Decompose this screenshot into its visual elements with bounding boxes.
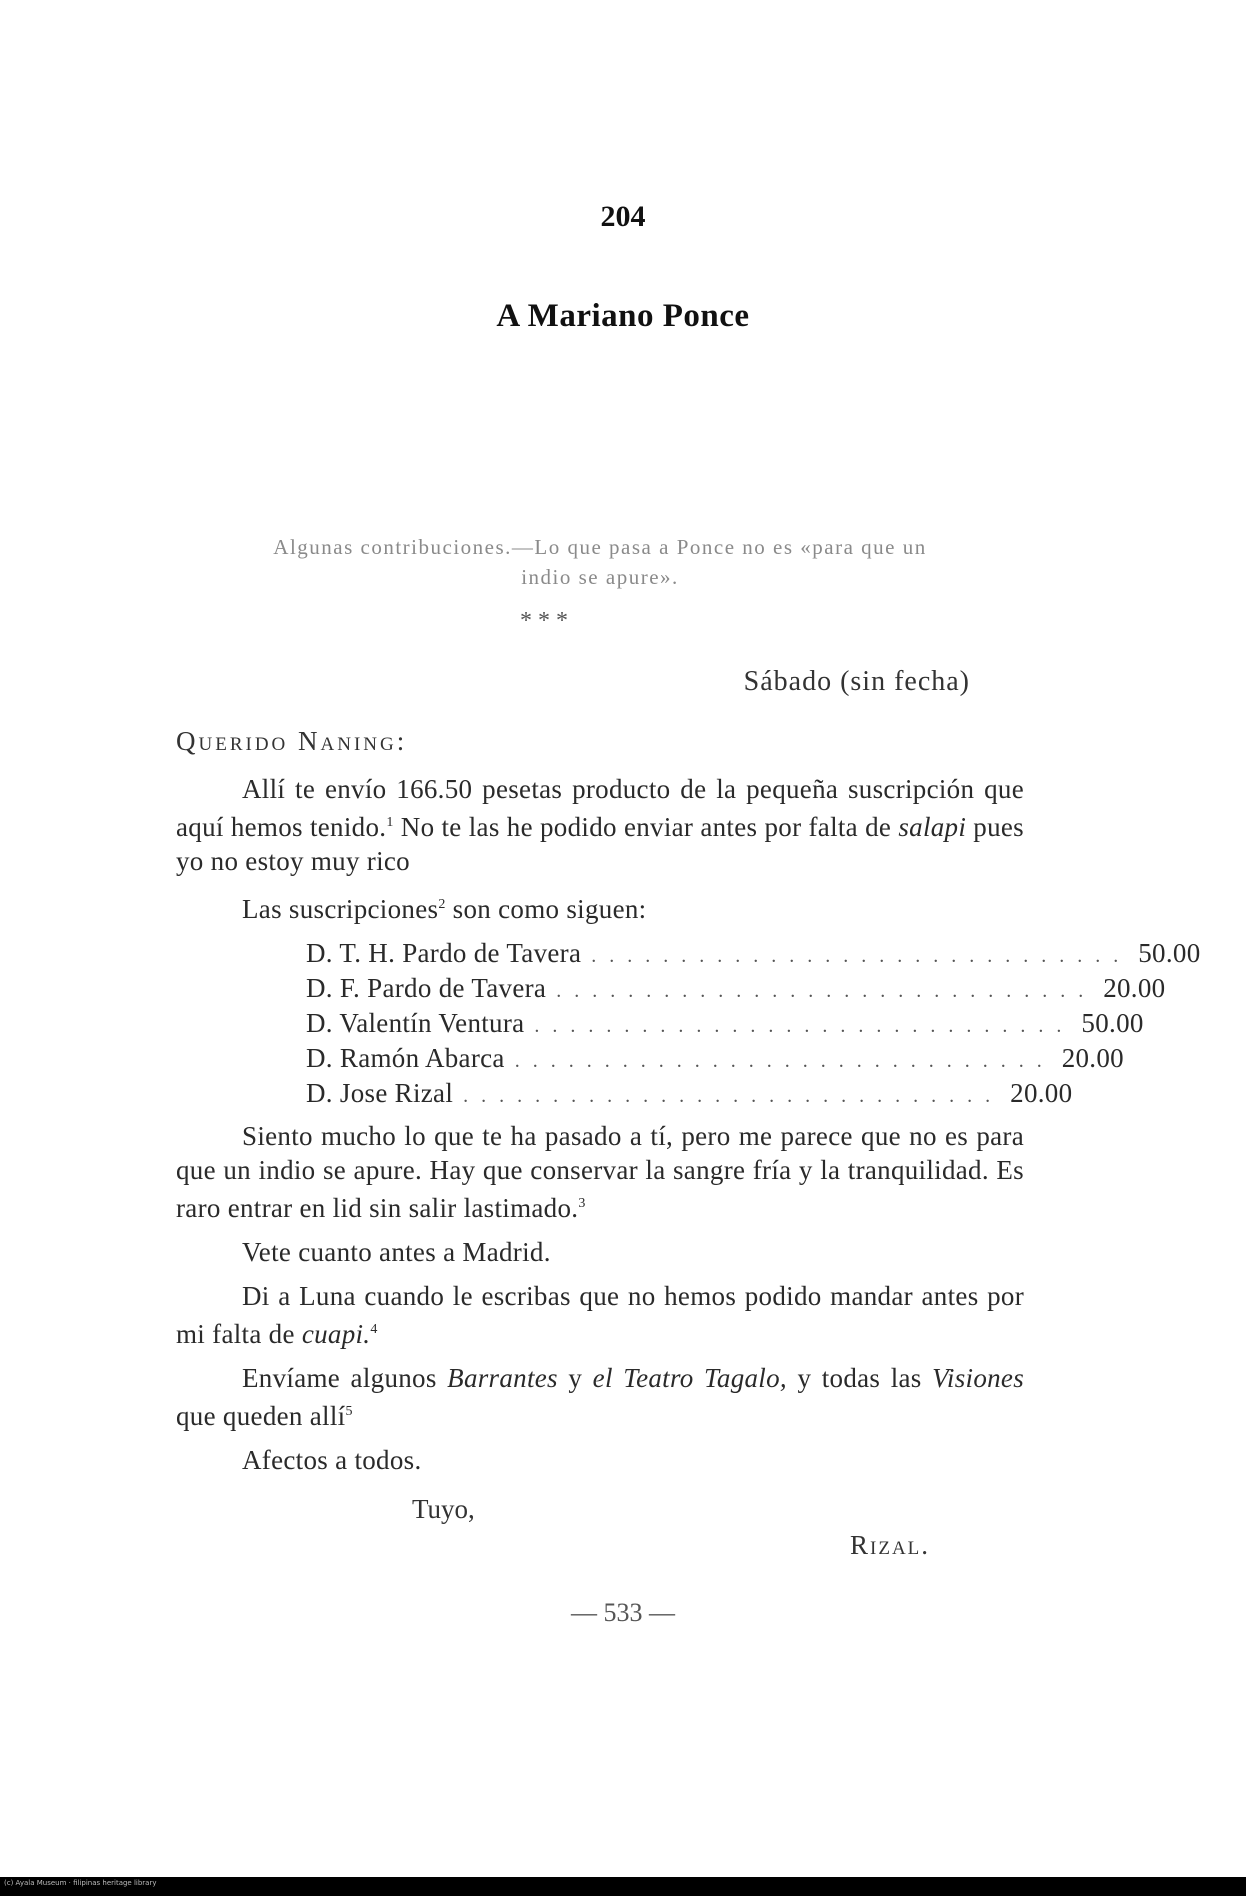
leader-dots: . . . . . . . . . . . . . . . . . . . . . . . . . . . . . . [514, 1050, 1046, 1072]
letter-body [176, 772, 1201, 1487]
list-item: D. Ramón Abarca . . . . . . . . . . . . . . . . . . . . . . . . . . . . . . 20.00 [176, 1041, 1024, 1076]
footnote-ref-1: 1 [386, 815, 394, 830]
scan-border [0, 1877, 1246, 1896]
letter-title: A Mariano Ponce [496, 298, 750, 334]
footnote-ref-3: 3 [578, 1196, 586, 1211]
paragraph-7: Afectos a todos. [242, 1445, 422, 1475]
letter-date: Sábado (sin fecha) [743, 666, 970, 697]
footnote-ref-2: 2 [438, 897, 446, 912]
closing: Tuyo, [412, 1494, 475, 1524]
paragraph-6: Envíame algunos Barrantes y el Teatro Tagalo, y todas las Visiones que queden allí$^5$ [176, 1363, 1025, 1431]
list-item: D. Valentín Ventura . . . . . . . . . . . . . . . . . . . . . . . . . . . . . . 50.00 [176, 1006, 1024, 1041]
subscription-list [176, 936, 1201, 1111]
footnote-ref-5: 5 [345, 1404, 353, 1419]
list-item: D. Jose Rizal . . . . . . . . . . . . . . . . . . . . . . . . . . . . . . 20.00 [176, 1076, 1024, 1111]
page-folio: — 533 — [571, 1598, 675, 1627]
scan-footer-text: (c) Ayala Museum · filipinas heritage library [4, 1879, 157, 1887]
paragraph-3: Siento mucho lo que te ha pasado a tí, pero me parece que no es para que un indio se apure. Hay que conservar la sangre fría y la tranquilidad. Es raro entrar en lid sin salir lastimado.$^3$ [176, 1121, 1024, 1223]
paragraph-5: Di a Luna cuando le escribas que no hemos podido mandar antes por mi falta de cuapi.$^4$ [176, 1281, 1024, 1349]
paragraph-4: Vete cuanto antes a Madrid. [242, 1237, 551, 1267]
leader-dots: . . . . . . . . . . . . . . . . . . . . . . . . . . . . . . [534, 1015, 1066, 1037]
list-item: D. F. Pardo de Tavera . . . . . . . . . . . . . . . . . . . . . . . . . . . . . . 20.00 [176, 971, 1024, 1006]
list-item: D. T. H. Pardo de Tavera . . . . . . . . . . . . . . . . . . . . . . . . . . . . . . 50.00 [176, 936, 1024, 971]
letter-number: 204 [600, 200, 646, 233]
leader-dots: . . . . . . . . . . . . . . . . . . . . . . . . . . . . . . [463, 1085, 995, 1107]
salutation: Querido Naning: [176, 726, 408, 756]
leader-dots: . . . . . . . . . . . . . . . . . . . . . . . . . . . . . . [591, 945, 1123, 967]
paragraph-1: Allí te envío 166.50 pesetas producto de la pequeña suscripción que aquí hemos tenido.$^1$ No te las he podido enviar antes por falta de salapi pues yo no estoy muy rico [176, 774, 1024, 876]
section-separator: * * * [520, 608, 568, 634]
leader-dots: . . . . . . . . . . . . . . . . . . . . . . . . . . . . . . [556, 980, 1088, 1002]
footnote-ref-4: 4 [370, 1322, 378, 1337]
letter-summary: Algunas contribuciones.—Lo que pasa a Ponce no es «para que un indio se apure». [273, 535, 927, 589]
signature: Rizal. [850, 1530, 931, 1560]
paragraph-2: Las suscripciones$^2$ son como siguen: [242, 894, 647, 924]
